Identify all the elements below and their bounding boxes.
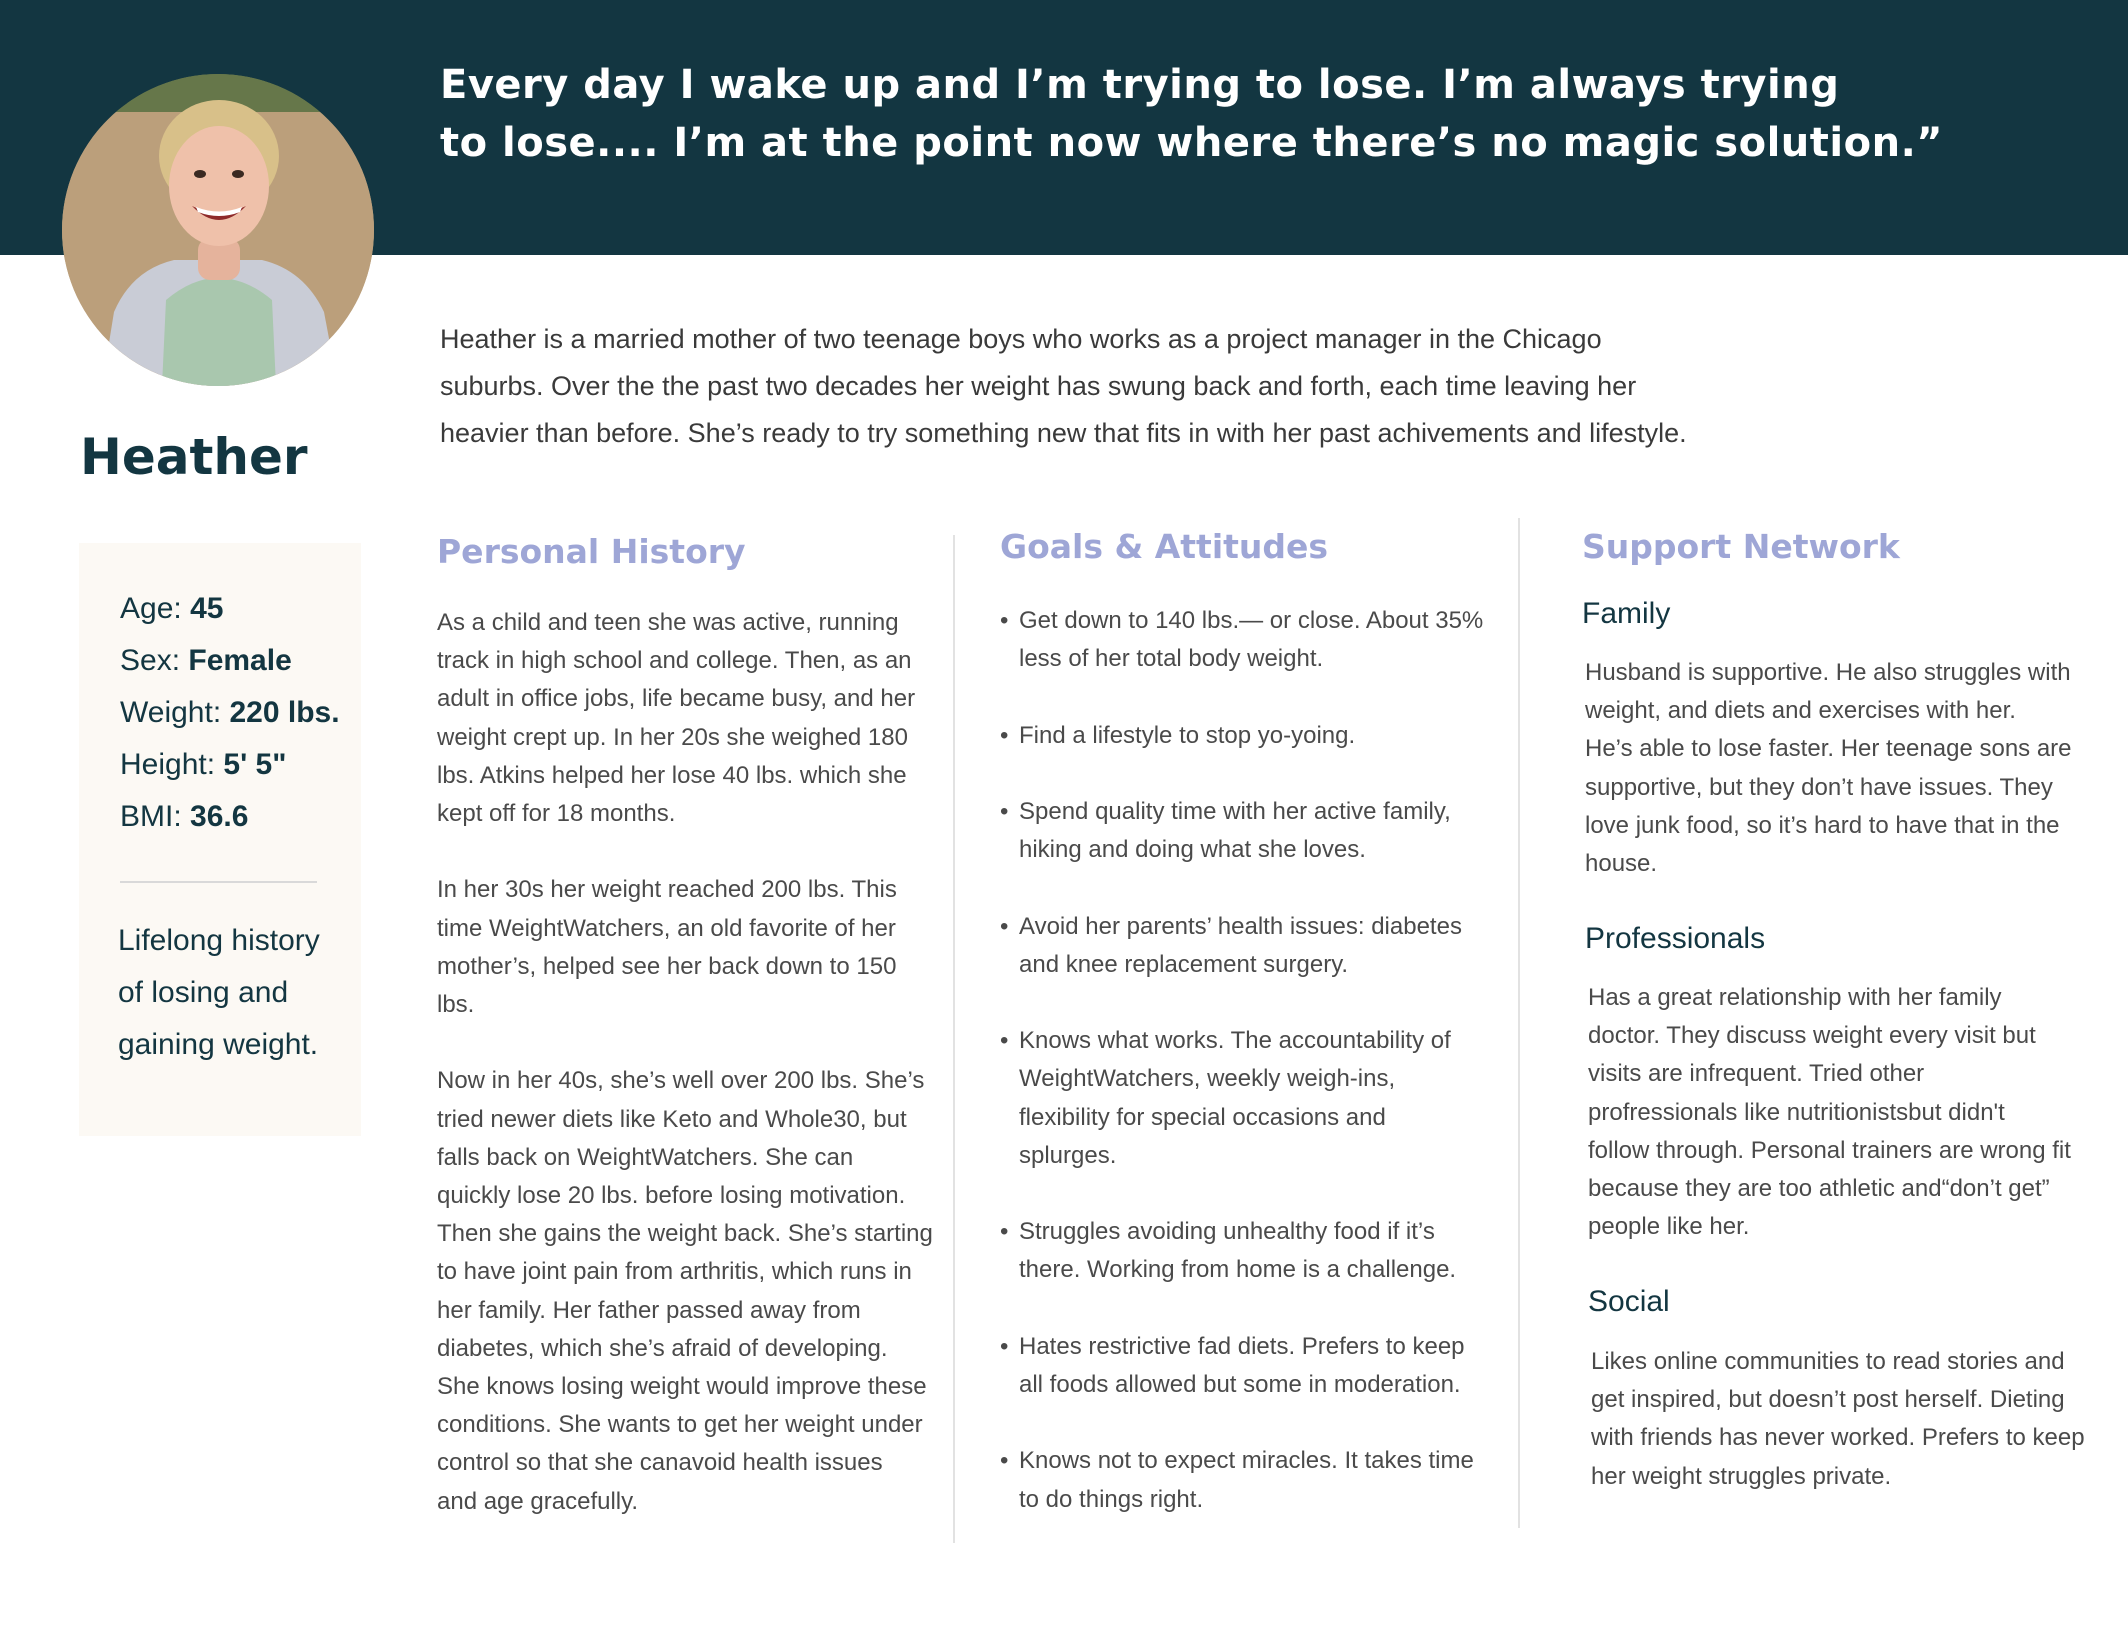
list-item: • Knows not to expect miracles. It takes time to do things right. — [1000, 1447, 1474, 1513]
stat-sex: Sex: Female — [120, 644, 292, 677]
list-item: • Struggles avoiding unhealthy food if it’s there. Working from home is a challenge. — [1000, 1218, 1457, 1284]
list-item: • Spend quality time with her active family, hiking and doing what she loves. — [1000, 797, 1451, 864]
goals-list — [1000, 602, 1484, 1557]
stat-weight: Weight: 220 lbs. — [120, 696, 340, 729]
personal-history-title: Personal History — [437, 532, 746, 571]
quote-line: Every day I wake up and I’m trying to lose. I’m always trying — [440, 62, 1840, 108]
stat-height: Height: 5' 5" — [120, 748, 287, 781]
column-divider — [1518, 518, 1520, 1528]
stats-divider — [120, 881, 317, 883]
list-item: • Find a lifestyle to stop yo-yoing. — [1000, 721, 1356, 749]
professionals-heading: Professionals — [1585, 922, 1766, 955]
social-heading: Social — [1588, 1285, 1670, 1318]
stat-age: Age: 45 — [120, 592, 224, 625]
persona-photo — [62, 74, 374, 386]
bio-line: suburbs. Over the the past two decades her weight has swung back and forth, each time leaving her — [440, 371, 1637, 401]
stats-list — [120, 583, 340, 843]
persona-bio — [440, 316, 1700, 457]
list-item: • Get down to 140 lbs.— or close. About 35% less of her total body weight. — [1000, 607, 1484, 673]
bio-line: heavier than before. She’s ready to try something new that fits in with her past achivements and lifestyle. — [440, 418, 1687, 448]
personal-history-text: As a child and teen she was active, running track in high school and college. Then, as an adult in office jobs, life became busy, and her weight crept up. In her 20s she weighed 180 lbs. Atkins helped her lose 40 lbs. which she kept off for 18 months. In her 30s her weight reached 200 lbs. This time WeightWatchers, an old favorite of her mother’s, helped see her back down to 150 lbs. Now in her 40s, she’s well over 200 lbs. She’s tried newer diets like Keto and Whole30, but falls back on WeightWatchers. She can quickly lose 20 lbs. before losing motivation. Then she gains the weight back. She’s starting to have joint pain from arthritis, which runs in her family. Her father passed away from diabetes, which she’s afraid of developing. She knows losing weight would improve these conditions. She wants to get her weight under control so that she canavoid health issues and age gracefully. — [437, 609, 933, 1515]
quote-line: to lose.... I’m at the point now where there’s no magic solution.” — [440, 120, 1944, 166]
support-network-title: Support Network — [1582, 527, 1900, 566]
stat-bmi: BMI: 36.6 — [120, 800, 249, 833]
stats-summary: Lifelong history of losing and gaining weight. — [118, 924, 320, 1061]
list-item: • Knows what works. The accountability of WeightWatchers, weekly weigh-ins, flexibility for special occasions and splurges. — [1000, 1027, 1451, 1169]
social-text: Likes online communities to read stories and get inspired, but doesn’t post herself. Dieting with friends has never worked. Prefers to keep her weight struggles private. — [1591, 1348, 2085, 1490]
list-item: • Avoid her parents’ health issues: diabetes and knee replacement surgery. — [1000, 912, 1462, 978]
goals-title: Goals & Attitudes — [1000, 527, 1329, 566]
family-heading: Family — [1582, 597, 1671, 630]
column-divider — [953, 535, 955, 1543]
bio-line: Heather is a married mother of two teenage boys who works as a project manager in the Chicago — [440, 324, 1602, 354]
list-item: • Hates restrictive fad diets. Prefers to keep all foods allowed but some in moderation. — [1000, 1332, 1465, 1398]
professionals-text: Has a great relationship with her family doctor. They discuss weight every visit but visits are infrequent. Tried other profressionals like nutritionistsbut didn't follow through. Personal trainers are wrong fit because they are too athletic and“don’t get” people like her. — [1588, 984, 2071, 1241]
family-text: Husband is supportive. He also struggles with weight, and diets and exercises with her. He’s able to lose faster. Her teenage sons are supportive, but they don’t have issues. They love junk food, so it’s hard to have that in the house. — [1585, 659, 2072, 878]
persona-name: Heather — [80, 428, 308, 486]
persona-quote — [440, 56, 1944, 172]
stats-card — [79, 543, 361, 1136]
